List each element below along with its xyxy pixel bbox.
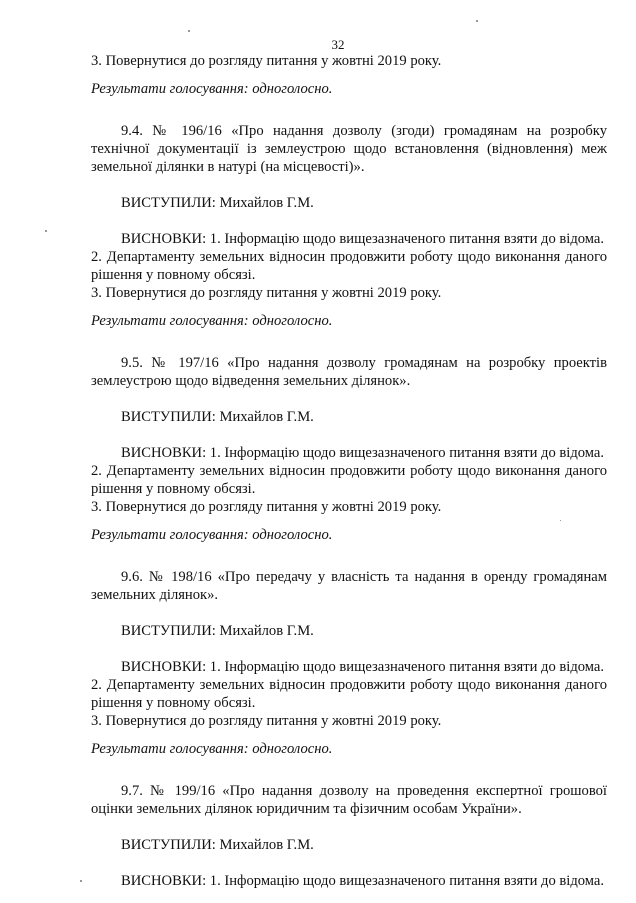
agenda-item-9-6: 9.6. № 198/16 «Про передачу у власність та надання в оренду громадянам земельних ділянок».: [91, 569, 607, 603]
conclusion-3: 3. Повернутися до розгляду питання у жовтні 2019 року.: [91, 285, 442, 301]
scan-speck: [560, 520, 561, 521]
scan-speck: [188, 30, 190, 32]
scan-speck: [45, 230, 47, 232]
conclusion-1: ВИСНОВКИ: 1. Інформацію щодо вищезазначеного питання взяти до відома.: [121, 659, 605, 675]
scan-speck: [476, 20, 478, 22]
voting-result: Результати голосування: одноголосно.: [91, 527, 333, 543]
conclusion-1: ВИСНОВКИ: 1. Інформацію щодо вищезазначеного питання взяти до відома.: [121, 873, 605, 889]
conclusion-1: ВИСНОВКИ: 1. Інформацію щодо вищезазначеного питання взяти до відома.: [121, 445, 605, 461]
conclusion-3: 3. Повернутися до розгляду питання у жовтні 2019 року.: [91, 713, 442, 729]
agenda-item-9-7: 9.7. № 199/16 «Про надання дозволу на проведення експертної грошової оцінки земельних ділянок юридичним та фізичним особам України».: [91, 783, 607, 817]
conclusion-3: 3. Повернутися до розгляду питання у жовтні 2019 року.: [91, 53, 442, 69]
conclusion-2: 2. Департаменту земельних відносин продовжити роботу щодо виконання даного рішення у повному обсязі.: [91, 249, 607, 283]
conclusion-2: 2. Департаменту земельних відносин продовжити роботу щодо виконання даного рішення у повному обсязі.: [91, 463, 607, 497]
speakers: ВИСТУПИЛИ: Михайлов Г.М.: [121, 837, 314, 853]
page-number: 32: [331, 37, 345, 52]
voting-result: Результати голосування: одноголосно.: [91, 313, 333, 329]
voting-result: Результати голосування: одноголосно.: [91, 81, 333, 97]
conclusion-1: ВИСНОВКИ: 1. Інформацію щодо вищезазначеного питання взяти до відома.: [121, 231, 605, 247]
agenda-item-9-4: 9.4. № 196/16 «Про надання дозволу (згоди) громадянам на розробку технічної документації із землеустрою щодо встановлення (відновлення) меж земельної ділянки в натурі (на місцевості)».: [91, 123, 607, 175]
conclusion-2: 2. Департаменту земельних відносин продовжити роботу щодо виконання даного рішення у повному обсязі.: [91, 677, 607, 711]
speakers: ВИСТУПИЛИ: Михайлов Г.М.: [121, 195, 314, 211]
scan-speck: [80, 880, 82, 882]
speakers: ВИСТУПИЛИ: Михайлов Г.М.: [121, 623, 314, 639]
speakers: ВИСТУПИЛИ: Михайлов Г.М.: [121, 409, 314, 425]
document-body: [91, 52, 607, 890]
agenda-item-9-5: 9.5. № 197/16 «Про надання дозволу громадянам на розробку проектів землеустрою щодо відведення земельних ділянок».: [91, 355, 607, 389]
voting-result: Результати голосування: одноголосно.: [91, 741, 333, 757]
conclusion-3: 3. Повернутися до розгляду питання у жовтні 2019 року.: [91, 499, 442, 515]
